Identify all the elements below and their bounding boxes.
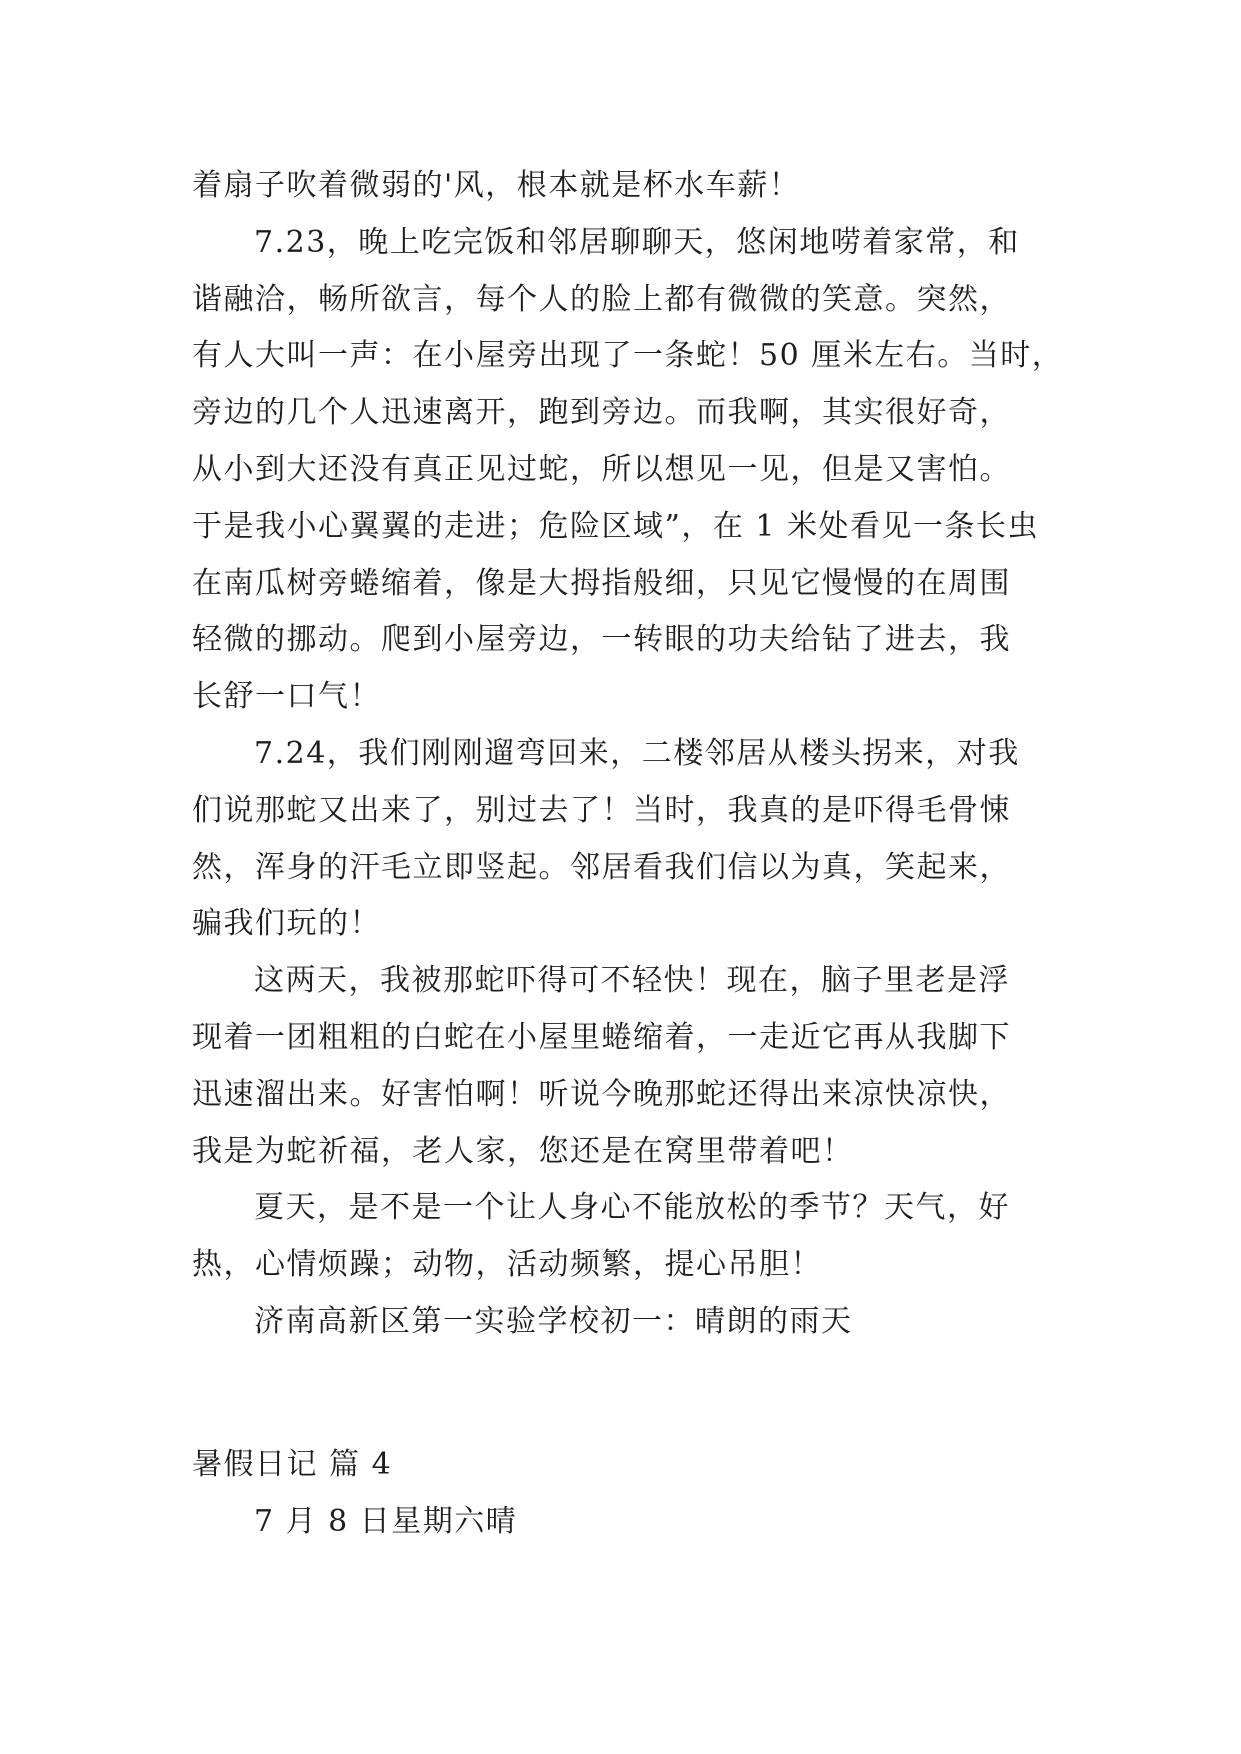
text-line: 然，浑身的汗毛立即竖起。邻居看我们信以为真，笑起来， <box>192 849 1011 885</box>
text-line: 轻微的挪动。爬到小屋旁边，一转眼的功夫给钻了进去，我 <box>192 622 1011 658</box>
paragraph-start-line: 7.24，我们刚刚遛弯回来，二楼邻居从楼头拐来，对我 <box>254 735 1020 771</box>
text-line: 谐融洽，畅所欲言，每个人的脸上都有微微的笑意。突然， <box>192 281 1011 317</box>
diary-body <box>192 158 1064 1351</box>
paragraph-start-line: 这两天，我被那蛇吓得可不轻快！现在，脑子里老是浮 <box>254 963 1010 999</box>
paragraph-start-line: 7.23，晚上吃完饭和邻居聊聊天，悠闲地唠着家常，和 <box>254 224 1020 260</box>
text-line: 从小到大还没有真正见过蛇，所以想见一见，但是又害怕。 <box>192 451 1011 487</box>
text-line: 在南瓜树旁蜷缩着，像是大拇指般细，只见它慢慢的在周围 <box>192 565 1011 601</box>
author-signature-line: 济南高新区第一实验学校初一：晴朗的雨天 <box>254 1303 853 1339</box>
text-line: 旁边的几个人迅速离开，跑到旁边。而我啊，其实很好奇， <box>192 395 1011 431</box>
diary-date-line: 7 月 8 日星期六晴 <box>254 1504 518 1539</box>
text-line: 有人大叫一声：在小屋旁出现了一条蛇！50 厘米左右。当时， <box>192 338 1064 374</box>
text-line: 现着一团粗粗的白蛇在小屋里蜷缩着，一走近它再从我脚下 <box>192 1019 1011 1055</box>
text-line: 们说那蛇又出来了，别过去了！当时，我真的是吓得毛骨悚 <box>192 792 1011 828</box>
text-line: 我是为蛇祈福，老人家，您还是在窝里带着吧！ <box>192 1133 854 1169</box>
text-line: 骗我们玩的！ <box>192 906 381 942</box>
text-line: 于是我小心翼翼的走进；危险区域”，在 1 米处看见一条长虫 <box>192 508 1039 544</box>
text-line: 迅速溜出来。好害怕啊！听说今晚那蛇还得出来凉快凉快， <box>192 1076 1011 1112</box>
text-line: 长舒一口气！ <box>192 679 381 715</box>
text-line: 热，心情烦躁；动物，活动频繁，提心吊胆！ <box>192 1247 822 1283</box>
section-heading: 暑假日记 篇 4 <box>192 1447 393 1482</box>
text-line: 着扇子吹着微弱的'风，根本就是杯水车薪！ <box>192 168 801 203</box>
paragraph-start-line: 夏天，是不是一个让人身心不能放松的季节？天气，好 <box>254 1190 1010 1226</box>
